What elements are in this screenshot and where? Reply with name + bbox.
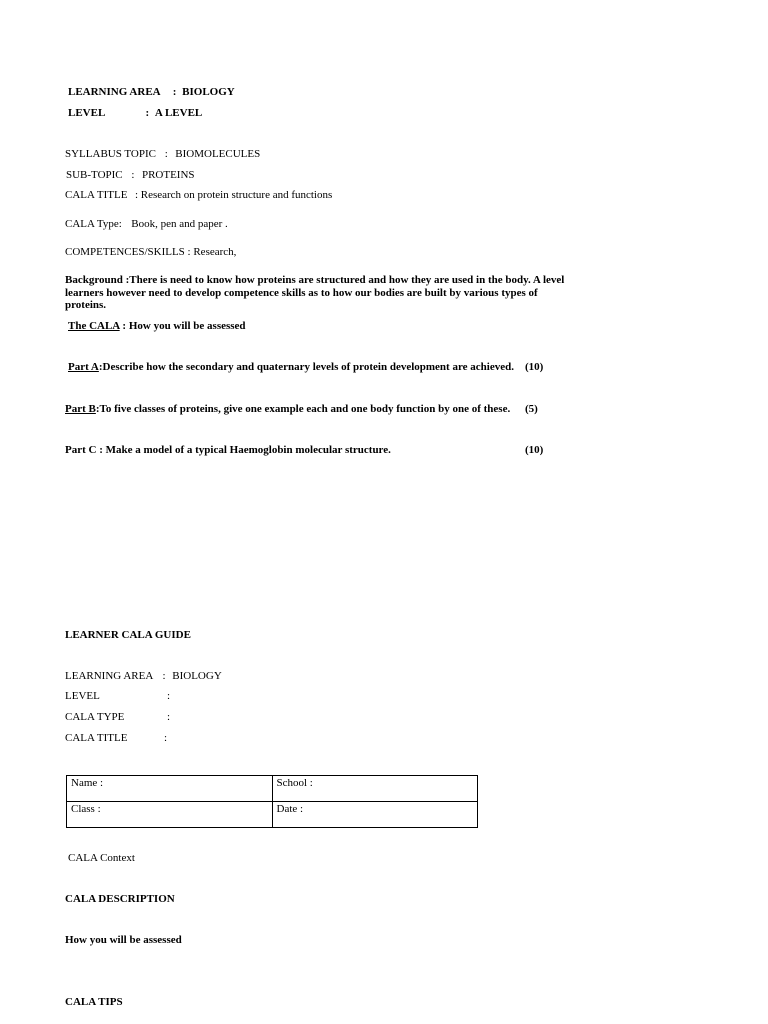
learning-area-colon: : xyxy=(172,86,177,98)
guide-learning-area-line xyxy=(65,670,222,683)
table-row xyxy=(67,776,478,802)
guide-cala-title-line xyxy=(65,732,167,745)
the-cala-label: The CALA xyxy=(68,320,120,332)
learning-area-label: LEARNING AREA xyxy=(68,86,160,98)
guide-learning-area-value: BIOLOGY xyxy=(172,670,222,682)
part-a-line xyxy=(68,361,514,374)
part-b-marks: (5) xyxy=(525,403,538,415)
part-a-label: Part A xyxy=(68,361,99,373)
level-value: A LEVEL xyxy=(154,107,203,119)
background-text: There is need to know how proteins are structured and how they are used in the body. A level learners however need to develop competence skills as to how our bodies are built by various types of proteins. xyxy=(65,274,565,311)
level-label: LEVEL xyxy=(68,107,105,119)
how-assessed-heading: How you will be assessed xyxy=(65,934,182,946)
sub-topic-label: SUB-TOPIC xyxy=(66,169,123,181)
part-b-line xyxy=(65,403,510,416)
syllabus-topic-line: SYLLABUS TOPIC : BIOMOLECULES xyxy=(65,148,261,160)
guide-cala-type-line xyxy=(65,711,170,724)
syllabus-topic-label: SYLLABUS TOPIC xyxy=(65,148,156,160)
cala-context-heading: CALA Context xyxy=(68,852,135,864)
competences-line: COMPETENCES/SKILLS : Research, xyxy=(65,246,237,258)
sub-topic-value: PROTEINS xyxy=(141,169,195,181)
sub-topic-line: SUB-TOPIC : PROTEINS xyxy=(66,169,195,181)
learning-area-value: BIOLOGY xyxy=(182,86,235,98)
learner-info-table xyxy=(66,775,478,828)
part-a-text: :Describe how the secondary and quaternary levels of protein development are achieved. xyxy=(98,361,514,373)
part-a-marks: (10) xyxy=(525,361,544,373)
class-cell[interactable]: Class : xyxy=(67,802,273,828)
guide-cala-title-label: CALA TITLE xyxy=(65,732,128,744)
cala-type-value: Book, pen and paper . xyxy=(131,218,228,230)
level-colon: : xyxy=(145,107,150,119)
guide-learning-area-label: LEARNING AREA xyxy=(65,670,153,682)
cala-description-heading: CALA DESCRIPTION xyxy=(65,893,175,905)
cala-assessed-line xyxy=(68,320,246,333)
cala-tips-heading: CALA TIPS xyxy=(65,996,123,1008)
the-cala-rest: : How you will be assessed xyxy=(122,320,246,332)
guide-cala-title-colon: : xyxy=(164,732,168,744)
guide-level-label: LEVEL xyxy=(65,690,100,702)
cala-title-line xyxy=(65,189,332,202)
cala-type-label: CALA Type: xyxy=(65,218,122,230)
table-row xyxy=(67,802,478,828)
background-paragraph xyxy=(65,274,565,312)
cala-title-value: : Research on protein structure and functions xyxy=(134,189,333,201)
cala-title-label: CALA TITLE xyxy=(65,189,128,201)
guide-cala-type-colon: : xyxy=(167,711,171,723)
guide-learning-area-colon: : xyxy=(162,670,166,682)
part-c-marks: (10) xyxy=(525,444,544,456)
background-label: Background : xyxy=(65,274,130,286)
level-line xyxy=(68,107,202,120)
guide-cala-type-label: CALA TYPE xyxy=(65,711,125,723)
part-b-label: Part B xyxy=(65,403,96,415)
part-b-text: :To five classes of proteins, give one example each and one body function by one of these. xyxy=(95,403,511,415)
name-cell[interactable]: Name : xyxy=(67,776,273,802)
learning-area-line xyxy=(68,86,235,99)
guide-level-colon: : xyxy=(167,690,171,702)
part-c-line: Part C : Make a model of a typical Haemoglobin molecular structure. xyxy=(65,444,391,456)
guide-level-line xyxy=(65,690,170,703)
guide-heading: LEARNER CALA GUIDE xyxy=(65,629,191,641)
syllabus-topic-value: BIOMOLECULES xyxy=(175,148,261,160)
date-cell[interactable]: Date : xyxy=(272,802,478,828)
cala-type-line xyxy=(65,218,228,231)
school-cell[interactable]: School : xyxy=(272,776,478,802)
